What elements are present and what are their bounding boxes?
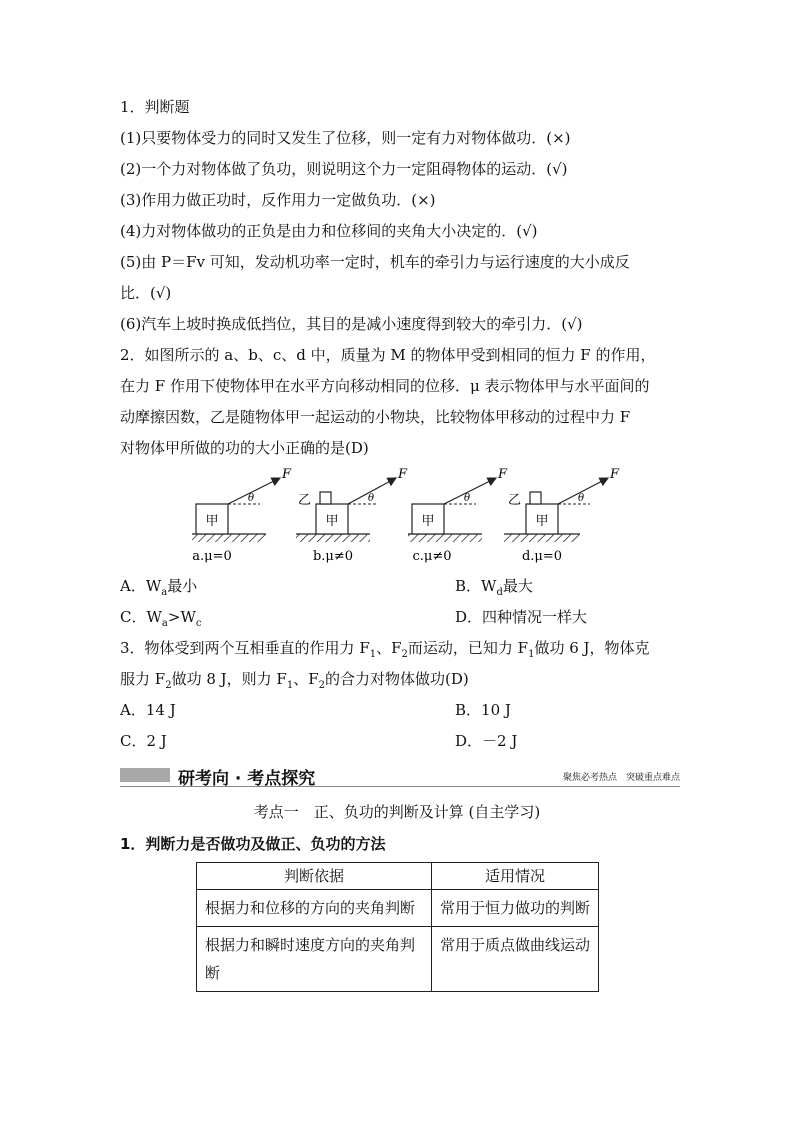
caption-b: b.μ≠0 bbox=[312, 549, 354, 564]
q3-line-1: 3．物体受到两个互相垂直的作用力 $F_1$、$F_2$而运动，已知力 $F_1$做功 6 J，物体克 bbox=[120, 639, 650, 660]
q1-item-4: (4)力对物体做功的正负是由力和位移间的夹角大小决定的．(√) bbox=[120, 222, 538, 240]
q2-line-4: 对物体甲所做的功的大小正确的是(D) bbox=[120, 439, 369, 457]
caption-d: d.μ=0 bbox=[521, 549, 563, 564]
angle-label: θ bbox=[464, 493, 471, 504]
block-jia-label: 甲 bbox=[535, 514, 549, 529]
block-jia-label: 甲 bbox=[421, 514, 435, 529]
q1-title: 1．判断题 bbox=[120, 98, 190, 116]
q2-line-2: 在力 F 作用下使物体甲在水平方向移动相同的位移．μ 表示物体甲与水平面间的 bbox=[120, 377, 650, 395]
panel-d bbox=[504, 468, 620, 564]
section-tagline: 聚焦必考热点 突破重点难点 bbox=[562, 773, 680, 783]
force-label: F bbox=[498, 468, 508, 482]
q3-option-a: A．14 J bbox=[120, 701, 176, 719]
panel-a bbox=[192, 468, 292, 564]
q2-option-d: D．四种情况一样大 bbox=[455, 608, 588, 626]
q1-item-5: (5)由 P＝Fv 可知，发动机功率一定时，机车的牵引力与运行速度的大小成反 bbox=[120, 253, 630, 271]
q3-option-c: C．2 J bbox=[120, 732, 167, 750]
q1-item-2: (2)一个力对物体做了负功，则说明这个力一定阻碍物体的运动．(√) bbox=[120, 160, 568, 178]
q2-line-3: 动摩擦因数，乙是随物体甲一起运动的小物块，比较物体甲移动的过程中力 F bbox=[120, 408, 631, 426]
block-jia-label: 甲 bbox=[205, 514, 219, 529]
method-title: 1．判断力是否做功及做正、负功的方法 bbox=[120, 835, 386, 853]
q1-item-6: (6)汽车上坡时换成低挡位，其目的是减小速度得到较大的牵引力．(√) bbox=[120, 315, 583, 333]
panel-c bbox=[408, 468, 508, 564]
block-yi-label: 乙 bbox=[298, 493, 312, 508]
q1-item-5-cont: 比．(√) bbox=[120, 284, 172, 302]
q3-line-2: 服力 $F_2$做功 8 J，则力 $F_1$、$F_2$的合力对物体做功(D) bbox=[120, 670, 469, 691]
table-cell: 常用于质点做曲线运动 bbox=[432, 927, 599, 992]
table-cell: 常用于恒力做功的判断 bbox=[432, 890, 599, 927]
section-header bbox=[120, 764, 680, 788]
table-header: 判断依据 bbox=[197, 863, 432, 890]
table-row bbox=[197, 927, 599, 992]
angle-label: θ bbox=[368, 493, 375, 504]
block-jia-label: 甲 bbox=[325, 514, 339, 529]
force-label: F bbox=[282, 468, 292, 482]
caption-c: c.μ≠0 bbox=[412, 549, 452, 564]
q3-option-d: D．－2 J bbox=[455, 732, 518, 750]
section-title: 研考向 · 考点探究 bbox=[178, 769, 316, 789]
table-cell: 根据力和位移的方向的夹角判断 bbox=[197, 890, 432, 927]
q1-item-3: (3)作用力做正功时，反作用力一定做负功．(×) bbox=[120, 191, 436, 209]
angle-label: θ bbox=[578, 493, 585, 504]
q2-option-c: C．$W_a>W_c$ bbox=[120, 608, 202, 629]
kaodian-title: 考点一 正、负功的判断及计算 (自主学习) bbox=[253, 803, 541, 821]
method-table bbox=[196, 862, 599, 992]
section-marker bbox=[120, 768, 170, 782]
q2-line-1: 2．如图所示的 a、b、c、d 中，质量为 M 的物体甲受到相同的恒力 F 的作用， bbox=[120, 346, 656, 364]
angle-label: θ bbox=[248, 493, 255, 504]
section-divider bbox=[120, 786, 680, 787]
caption-a: a.μ=0 bbox=[192, 549, 232, 564]
table-row bbox=[197, 890, 599, 927]
table-cell: 根据力和瞬时速度方向的夹角判断 bbox=[197, 927, 432, 992]
panel-b bbox=[296, 468, 408, 564]
block-yi-b bbox=[320, 492, 331, 504]
block-yi-d bbox=[530, 492, 541, 504]
force-diagram bbox=[170, 468, 640, 568]
q3-option-b: B．10 J bbox=[455, 701, 511, 719]
table-header-row bbox=[197, 863, 599, 890]
q2-option-b: B．$W_d$最大 bbox=[455, 577, 533, 598]
q2-option-a: A．$W_a$最小 bbox=[120, 577, 198, 598]
table-header: 适用情况 bbox=[432, 863, 599, 890]
force-label: F bbox=[398, 468, 408, 482]
q1-item-1: (1)只要物体受力的同时又发生了位移，则一定有力对物体做功．(×) bbox=[120, 129, 571, 147]
force-label: F bbox=[610, 468, 620, 482]
block-yi-label: 乙 bbox=[508, 493, 522, 508]
